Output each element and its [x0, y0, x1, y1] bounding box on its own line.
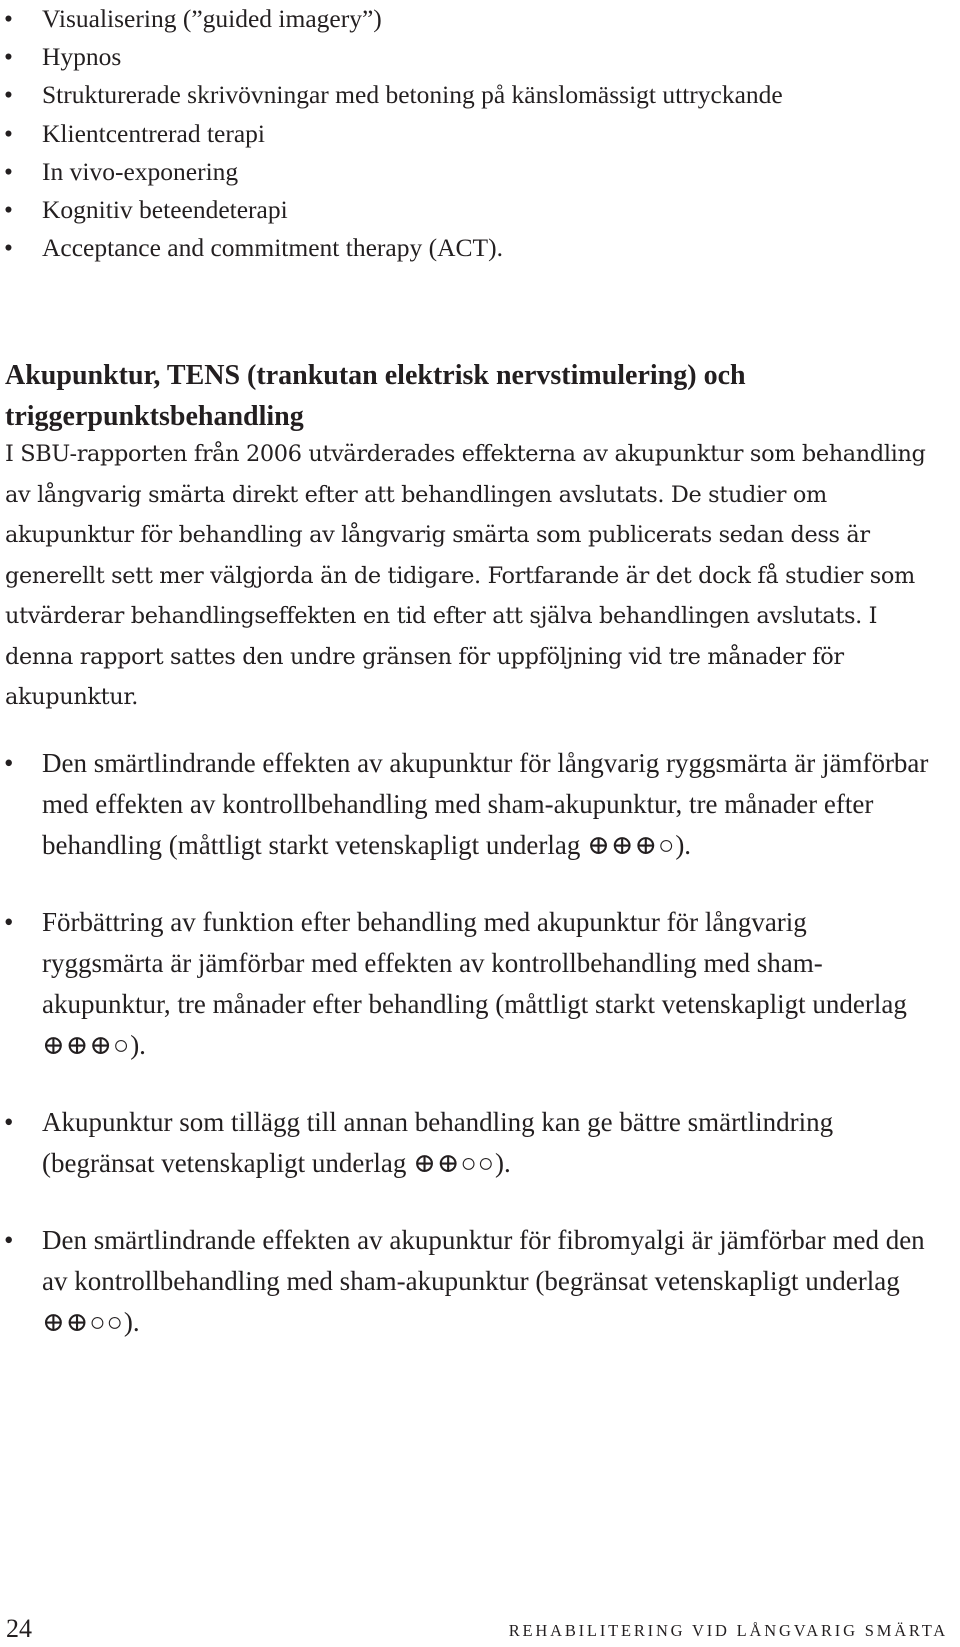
finding-close: ). — [675, 830, 692, 860]
finding-close: ). — [495, 1148, 511, 1178]
finding-item — [0, 1102, 930, 1184]
page-number: 24 — [6, 1614, 32, 1643]
evidence-grade-symbols: ⊕⊕○○ — [42, 1307, 124, 1337]
list-item: • Visualisering (”guided imagery”) — [0, 0, 900, 38]
finding-close: ). — [123, 1307, 140, 1337]
method-bullet-list — [0, 0, 900, 267]
evidence-grade-symbols: ⊕⊕○○ — [413, 1148, 495, 1178]
list-item: • Hypnos — [0, 38, 900, 76]
finding-close: ). — [130, 1030, 146, 1060]
list-item: • Acceptance and commitment therapy (ACT). — [0, 229, 900, 267]
list-item: • Strukturerade skrivövningar med betoning på känslomässigt uttryckande — [0, 76, 900, 114]
finding-item — [0, 902, 930, 1066]
list-item: • In vivo-exponering — [0, 153, 900, 191]
findings-bullet-list — [0, 743, 930, 1379]
finding-text: Akupunktur som tillägg till annan behandling kan ge bättre smärtlindring (begränsat vetenskapligt underlag — [42, 1107, 834, 1178]
running-title: REHABILITERING VID LÅNGVARIG SMÄRTA — [508, 1621, 948, 1640]
list-item: • Klientcentrerad terapi — [0, 115, 900, 153]
finding-text: Förbättring av funktion efter behandling med akupunktur för långvarig ryggsmärta är jämförbar med effekten av kontrollbehandling med sham-akupunktur, tre månader efter behandling (måttligt starkt vetenskapligt underlag — [42, 907, 907, 1019]
list-item: • Kognitiv beteendeterapi — [0, 191, 900, 229]
finding-item — [0, 1220, 930, 1343]
evidence-grade-symbols: ⊕⊕⊕○ — [587, 830, 676, 860]
finding-text: Den smärtlindrande effekten av akupunktur för långvarig ryggsmärta är jämförbar med effekten av kontrollbehandling med sham-akupunktur, tre månader efter behandling (måttligt starkt vetenskapligt underlag — [42, 748, 929, 860]
section-body-paragraph: I SBU-rapporten från 2006 utvärderades effekterna av akupunktur som behandling av långvarig smärta direkt efter att behandlingen avslutats. De studier om akupunktur för behandling av långvarig smärta som publicerats sedan dess är generellt sett mer välgjorda än de tidigare. Fortfarande är det dock få studier som utvärderar behandlingseffekten en tid efter att själva behandlingen avslutats. I denna rapport sattes den undre gränsen för uppföljning vid tre månader för akupunktur. — [5, 441, 926, 710]
finding-item — [0, 743, 930, 866]
evidence-grade-symbols: ⊕⊕⊕○ — [42, 1030, 131, 1060]
finding-text: Den smärtlindrande effekten av akupunktur för fibromyalgi är jämförbar med den av kontrollbehandling med sham-akupunktur (begränsat vetenskapligt underlag — [42, 1225, 925, 1296]
section-heading: Akupunktur, TENS (trankutan elektrisk nervstimulering) och triggerpunktsbehandling — [5, 360, 746, 432]
